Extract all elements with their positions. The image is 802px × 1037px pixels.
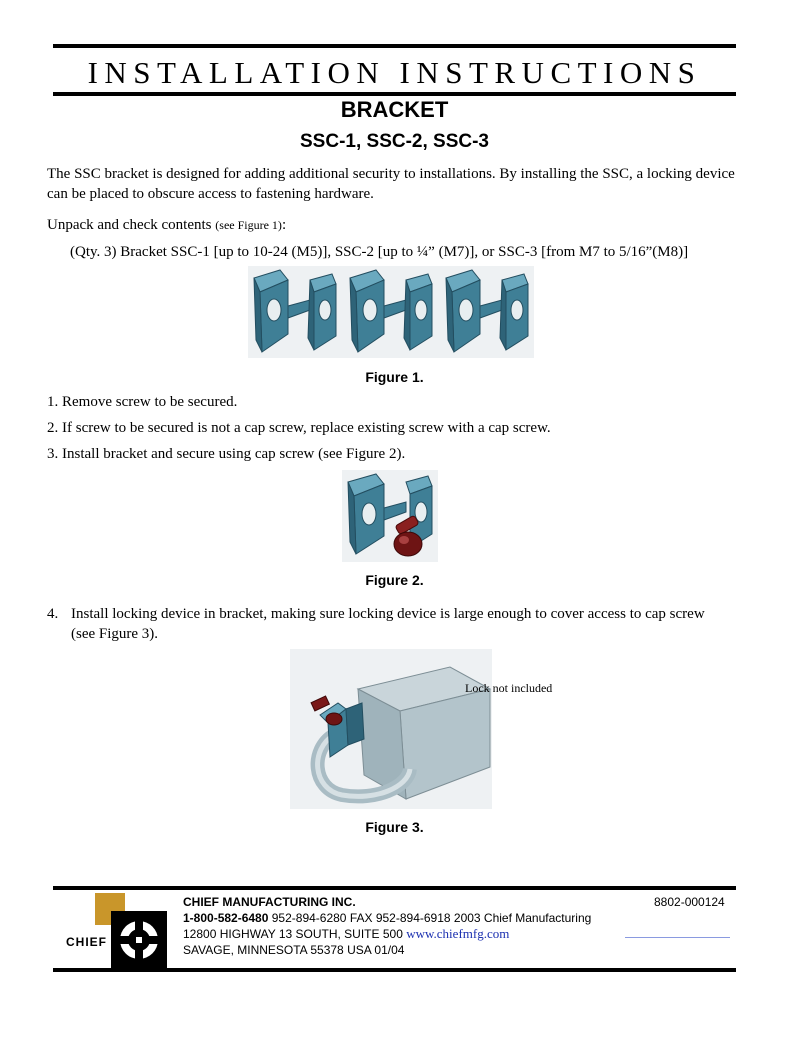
figure-3-image: [290, 649, 492, 809]
unpack-text: Unpack and check contents: [47, 217, 212, 233]
top-rule: [53, 44, 736, 48]
footer-block: [183, 894, 653, 958]
unpack-line: [47, 215, 737, 235]
figure-1-caption: Figure 1.: [365, 369, 424, 385]
unpack-colon: :: [281, 217, 287, 233]
step-3: 3. Install bracket and secure using cap screw (see Figure 2).: [47, 446, 406, 462]
subtitle: BRACKET: [340, 97, 449, 122]
model-numbers: SSC-1, SSC-2, SSC-3: [300, 131, 489, 152]
page-title: INSTALLATION INSTRUCTIONS: [87, 55, 702, 90]
intro-paragraph: The SSC bracket is designed for adding additional security to installations. By installing the SSC, a locking device can be placed to obscure access to fastening hardware.: [47, 166, 735, 202]
figure-1-image: [248, 266, 534, 358]
figure-2-image: [342, 470, 438, 562]
bracket-set-illustration: [248, 266, 534, 358]
street-address: 12800 HIGHWAY 13 SOUTH, SUITE 500: [183, 927, 403, 941]
step-4-number: 4.: [47, 606, 59, 622]
company-name: CHIEF MANUFACTURING INC.: [183, 895, 356, 909]
step-2: 2. If screw to be secured is not a cap screw, replace existing screw with a cap screw.: [47, 420, 551, 436]
website-link[interactable]: www.chiefmfg.com: [406, 926, 510, 941]
figure-3-caption: Figure 3.: [365, 819, 424, 835]
document-number: 8802-000124: [654, 895, 725, 909]
footer-link-underline: [625, 937, 730, 938]
phone-line: [183, 910, 653, 926]
address-line-2: SAVAGE, MINNESOTA 55378 USA 01/04: [183, 943, 405, 957]
lock-assembly-illustration: [290, 649, 492, 809]
lock-not-included-note: Lock not included: [465, 681, 553, 695]
phone-toll-free: 1-800-582-6480: [183, 911, 269, 925]
phone-fax: 952-894-6280 FAX 952-894-6918 2003 Chief Manufacturing: [271, 911, 592, 925]
figure-2-caption: Figure 2.: [365, 572, 424, 588]
title-rule: [53, 92, 736, 96]
unpack-note: (see Figure 1): [215, 218, 282, 232]
chief-logo: [66, 893, 172, 969]
footer-top-rule: [53, 886, 736, 890]
chief-logo-text: CHIEF: [66, 935, 107, 949]
bracket-with-screw-illustration: [342, 470, 438, 562]
footer-bottom-rule: [53, 968, 736, 972]
chief-logo-mark: [66, 893, 172, 969]
step-1: 1. Remove screw to be secured.: [47, 394, 238, 410]
contents-line: (Qty. 3) Bracket SSC-1 [up to 10-24 (M5)], SSC-2 [up to ¼” (M7)], or SSC-3 [from M7 to 5/16”(M8)]: [70, 244, 689, 260]
address-line-1: [183, 926, 653, 942]
step-4-text: Install locking device in bracket, making sure locking device is large enough to cover access to cap screw (see Figure 3).: [71, 606, 705, 642]
